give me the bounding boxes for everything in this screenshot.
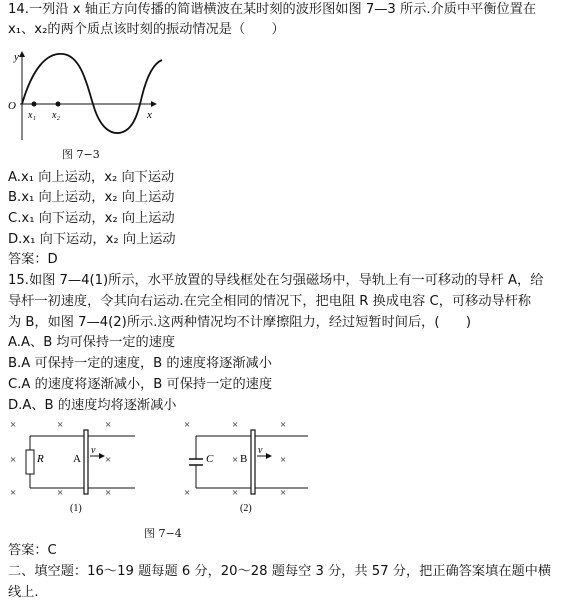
label-c: C [206,453,214,465]
svg-text:×: × [280,487,287,499]
q14-option-d: D.x₁ 向下运动，x₂ 向上运动 [8,232,176,247]
sub-label-1: (1) [70,503,82,514]
q15-stem-line2: 导杆一初速度，令其向右运动.在完全相同的情况下，把电阻 R 换成电容 C，可移动导杆称 [8,294,532,309]
q15-stem-line3: 为 B，如图 7—4(2)所示.这两种情况均不计摩擦阻力，经过短暂时间后，( ) [8,315,471,330]
figure-7-3-caption: 图 7−3 [62,148,100,161]
svg-text:×: × [232,487,239,499]
section2-line2: 线上. [8,585,39,600]
q14-stem-line2: x₁、x₂的两个质点该时刻的振动情况是（ ） [8,22,285,37]
rod-a [84,430,88,494]
svg-text:×: × [280,419,287,431]
svg-text:×: × [10,454,17,466]
origin-label: O [8,100,16,112]
svg-text:×: × [105,454,112,466]
q15-option-a: A.A、B 均可保持一定的速度 [8,335,176,350]
y-axis-label: y [14,51,19,63]
svg-text:×: × [10,419,17,431]
figure-7-4 [0,416,320,521]
point-x1 [32,102,37,107]
svg-text:×: × [232,419,239,431]
label-r: R [37,453,44,465]
label-v-2: v [258,445,263,456]
figure-7-3 [6,44,166,144]
figure-7-4-caption: 图 7−4 [144,527,182,540]
label-b: B [240,453,248,465]
section2-line1: 二、填空题：16～19 题每题 6 分，20～28 题每空 3 分，共 57 分，把正确答案填在题中横 [8,564,552,579]
rod-b [251,430,255,494]
x1-label: x₁ [28,110,36,121]
point-x2 [56,102,61,107]
q15-option-d: D.A、B 的速度均将逐渐减小 [8,398,177,413]
resistor-r [26,450,34,474]
q15-option-b: B.A 可保持一定的速度，B 的速度将逐渐减小 [8,356,272,371]
label-a: A [73,453,81,465]
svg-text:×: × [232,454,239,466]
q15-option-c: C.A 的速度将逐渐减小，B 可保持一定的速度 [8,377,273,392]
q14-stem-line1: 14.一列沿 x 轴正方向传播的简谐横波在某时刻的波形图如图 7—3 所示.介质中平衡位置在 [8,2,537,17]
x-axis-label: x [147,109,152,121]
svg-text:×: × [280,454,287,466]
svg-text:×: × [184,487,191,499]
sub-label-2: (2) [240,503,252,514]
q15-stem-line1: 15.如图 7—4(1)所示，水平放置的导线框处在匀强磁场中，导轨上有一可移动的导杆 A，给 [8,273,544,288]
q14-option-c: C.x₁ 向下运动，x₂ 向上运动 [8,211,175,226]
svg-text:×: × [105,419,112,431]
svg-text:×: × [184,419,191,431]
svg-text:×: × [57,419,64,431]
svg-text:×: × [105,487,112,499]
wave-curve [22,54,162,133]
svg-text:×: × [10,487,17,499]
q14-answer: 答案：D [8,252,58,267]
label-v-1: v [91,445,96,456]
q14-option-a: A.x₁ 向上运动，x₂ 向下运动 [8,170,175,185]
q14-option-b: B.x₁ 向上运动，x₂ 向上运动 [8,190,175,205]
svg-text:×: × [57,487,64,499]
x2-label: x₂ [52,110,60,121]
q15-answer: 答案：C [8,543,57,558]
